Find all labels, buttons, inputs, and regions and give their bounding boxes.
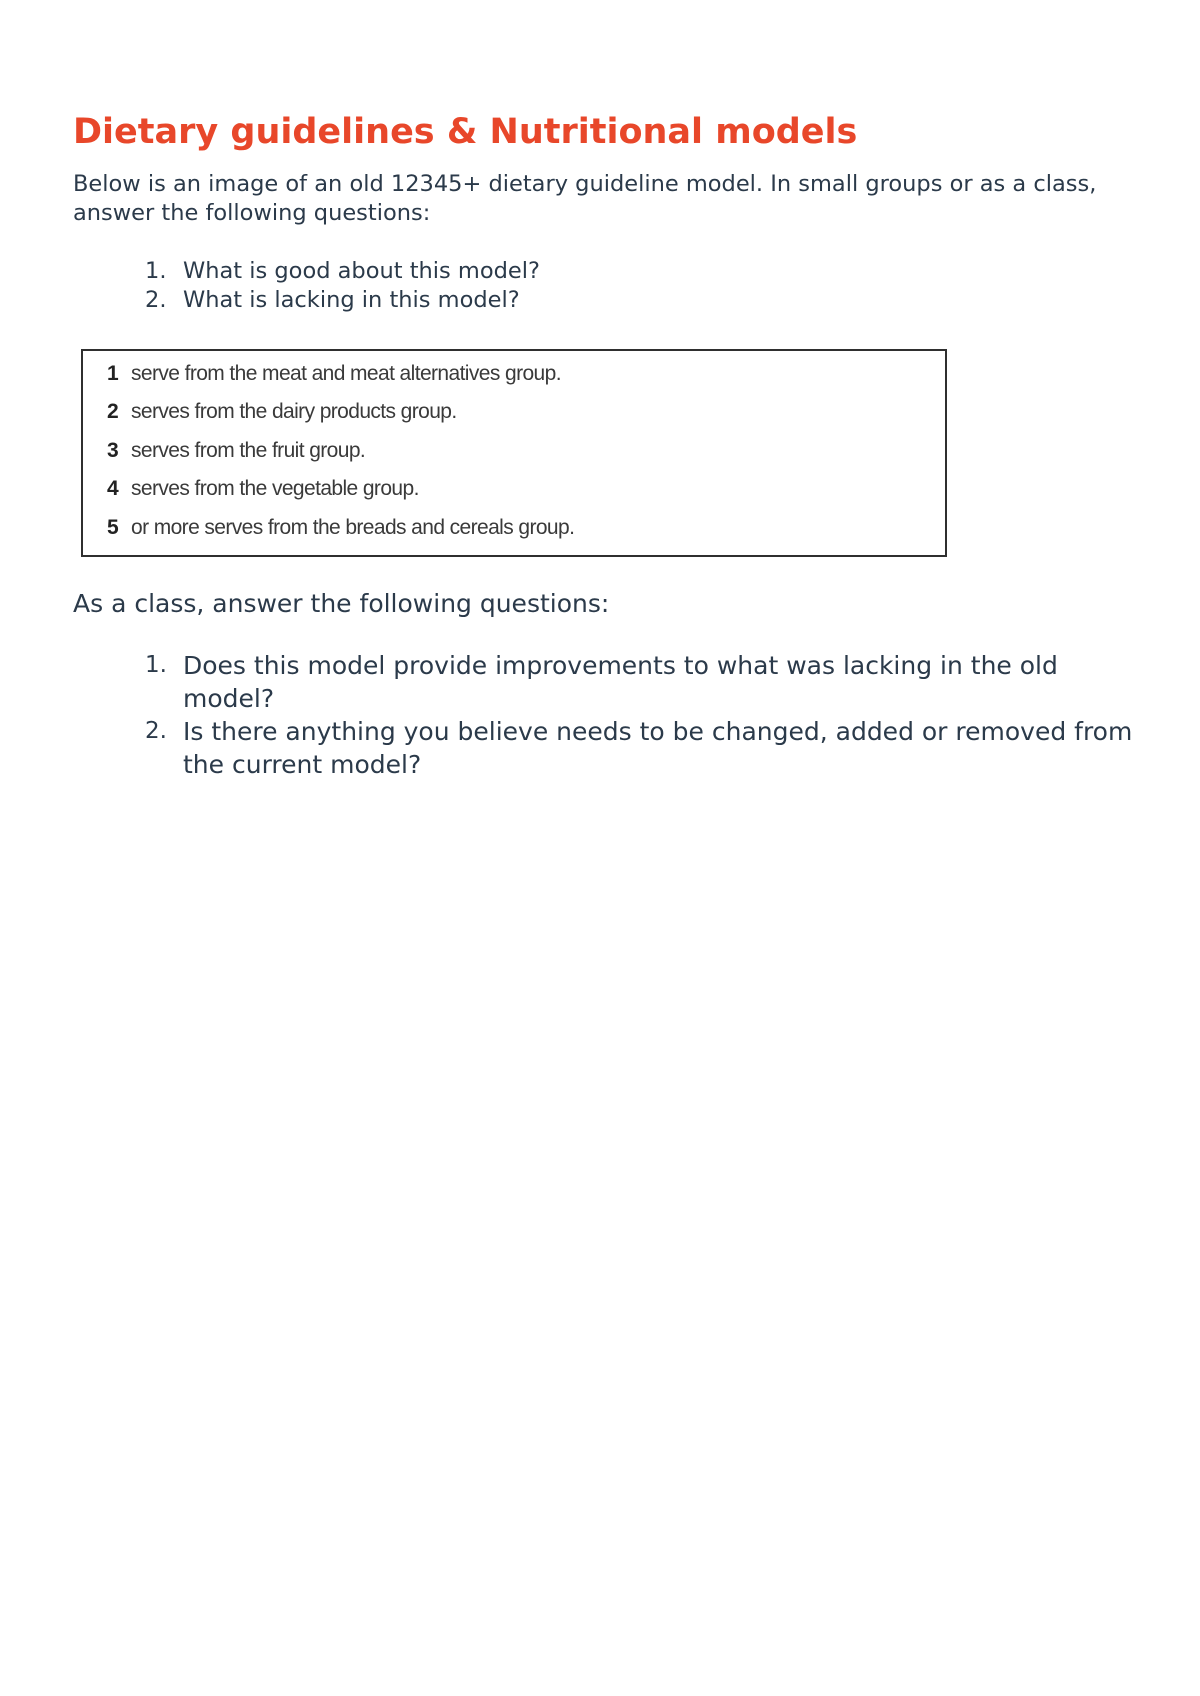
list-number: 1. <box>145 652 167 678</box>
class-prompt: As a class, answer the following questions: <box>73 589 610 618</box>
model-row <box>107 400 457 424</box>
new-model-questions <box>145 649 1145 781</box>
list-number: 1. <box>145 258 167 284</box>
list-item <box>145 649 1145 715</box>
list-item <box>145 715 1145 781</box>
model-row-text: serves from the dairy products group. <box>131 400 457 423</box>
model-row <box>107 477 419 501</box>
model-row-number: 1 <box>107 362 119 385</box>
model-row-number: 4 <box>107 477 119 500</box>
guideline-model-image <box>81 349 947 557</box>
page-title: Dietary guidelines & Nutritional models <box>73 112 858 152</box>
intro-paragraph: Below is an image of an old 12345+ dietary guideline model. In small groups or as a class, answer the following questions: <box>73 171 1097 226</box>
model-row-number: 3 <box>107 439 119 462</box>
list-number: 2. <box>145 286 167 313</box>
list-item <box>145 257 540 286</box>
model-row-text: serves from the vegetable group. <box>131 477 419 500</box>
old-model-questions <box>145 257 540 314</box>
model-row-text: or more serves from the breads and cereals group. <box>131 516 575 539</box>
list-number: 2. <box>145 718 167 744</box>
model-row-number: 5 <box>107 516 119 539</box>
list-item <box>145 286 540 315</box>
question-text: What is good about this model? <box>183 258 540 284</box>
question-text: What is lacking in this model? <box>183 286 520 313</box>
model-row-number: 2 <box>107 400 119 423</box>
question-text: Is there anything you believe needs to be changed, added or removed from the current model? <box>183 717 1133 779</box>
question-text: Does this model provide improvements to what was lacking in the old model? <box>183 651 1058 713</box>
model-row <box>107 516 574 540</box>
model-row-text: serves from the fruit group. <box>131 439 366 462</box>
model-row-text: serve from the meat and meat alternatives group. <box>131 362 561 385</box>
model-row <box>107 362 561 386</box>
model-row <box>107 439 365 463</box>
